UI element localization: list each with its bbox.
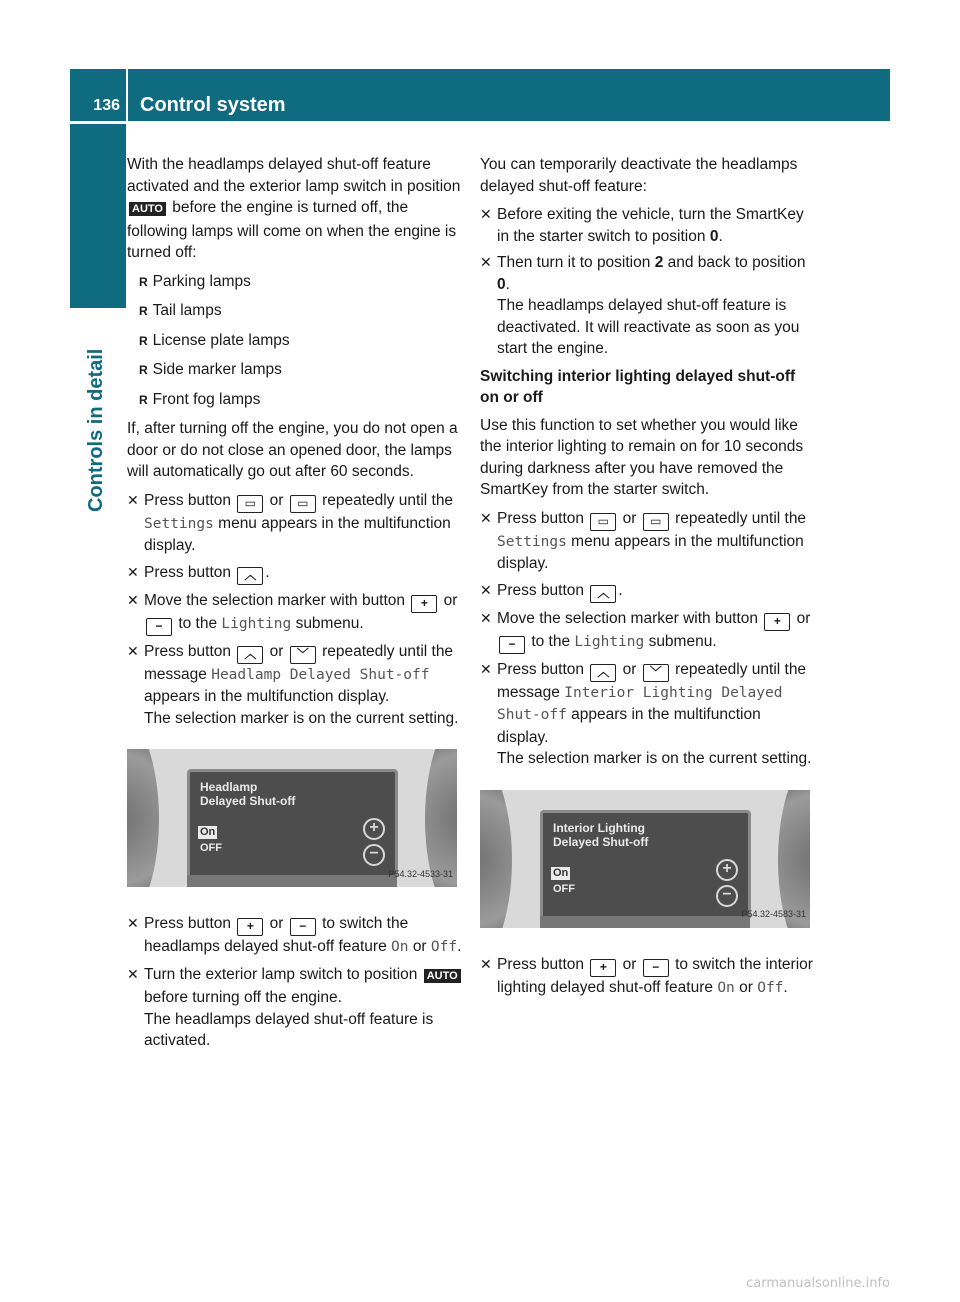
instruction-step: ✕ Then turn it to position 2 and back to position 0. The headlamps delayed shut-off feature is deactivated. It will reactivate as soon as you start the engine. xyxy=(480,254,806,357)
plus-icon: + xyxy=(716,859,738,881)
step-marker-icon: ✕ xyxy=(480,509,492,526)
menu-back-button-icon: ▭ xyxy=(237,495,263,513)
step-marker-icon: ✕ xyxy=(127,915,139,931)
section-heading: Switching interior lighting delayed shut-off on or off xyxy=(480,367,796,406)
list-item: R Front fog lamps xyxy=(139,389,463,412)
instruction-step: ✕ Press button + or − to switch the headlamps delayed shut-off feature On or Off. xyxy=(127,915,462,955)
instruction-step: ✕ Move the selection marker with button + or − to the Lighting submenu. xyxy=(127,590,463,636)
page-number: 136 xyxy=(93,96,120,114)
instruction-step: ✕ Turn the exterior lamp switch to position AUTO before turning off the engine. The headlamps delayed shut-off feature is activated. xyxy=(127,964,463,1052)
step-marker-icon: ✕ xyxy=(480,660,492,677)
plus-button-icon: + xyxy=(764,613,790,631)
minus-button-icon: − xyxy=(290,918,316,936)
menu-back-button-icon: ▭ xyxy=(590,513,616,531)
side-tab xyxy=(70,124,126,308)
step-marker-icon: ✕ xyxy=(480,581,492,598)
gauge-left xyxy=(127,749,159,887)
multifunction-display: Headlamp Delayed Shut-off On OFF + − xyxy=(187,769,398,879)
down-arrow-button-icon: ﹀ xyxy=(643,664,669,682)
display-figure: Interior Lighting Delayed Shut-off On OFF + − P54.32-4583-31 xyxy=(480,790,810,928)
instruction-step: ✕ Press button ▭ or ▭ repeatedly until the Settings menu appears in the multifunction display. xyxy=(480,509,807,572)
up-arrow-button-icon: ︿ xyxy=(590,664,616,682)
intro-paragraph: You can temporarily deactivate the headlamps delayed shut-off feature: xyxy=(480,156,798,195)
instruction-step: ✕ Press button ︿ or ﹀ repeatedly until the message Interior Lighting Delayed Shut-off appears in the multifunction display. The selection marker is on the current setting. xyxy=(480,660,812,767)
step-marker-icon: ✕ xyxy=(127,491,139,508)
up-arrow-button-icon: ︿ xyxy=(237,646,263,664)
page-number-box xyxy=(70,69,126,121)
header-bar xyxy=(128,69,890,121)
plus-icon: + xyxy=(363,818,385,840)
page-title: Control system xyxy=(140,93,286,116)
step-marker-icon: ✕ xyxy=(480,955,492,972)
section-label: Controls in detail xyxy=(85,348,107,512)
step-marker-icon: ✕ xyxy=(480,254,492,270)
plus-button-icon: + xyxy=(411,595,437,613)
auto-switch-icon: AUTO xyxy=(424,969,461,983)
instruction-step: ✕ Press button + or − to switch the interior lighting delayed shut-off feature On or Off. xyxy=(480,955,813,996)
display-figure: Headlamp Delayed Shut-off On OFF + − P54.32-4533-31 xyxy=(127,749,457,887)
list-item: R Parking lamps xyxy=(139,271,463,294)
step-marker-icon: ✕ xyxy=(480,609,492,626)
up-arrow-button-icon: ︿ xyxy=(590,585,616,603)
left-column xyxy=(127,154,463,1057)
watermark: carmanualsonline.info xyxy=(746,1275,890,1291)
step-marker-icon: ✕ xyxy=(127,591,139,608)
intro-paragraph: With the headlamps delayed shut-off feature activated and the exterior lamp switch in position AUTO before the engine is turned off, the following lamps will come on when the engine is turned off: xyxy=(127,156,461,261)
instruction-step: ✕ Press button ︿ . xyxy=(127,562,463,585)
gauge-left xyxy=(480,790,512,928)
instruction-step: ✕ Press button ︿ or ﹀ repeatedly until the message Headlamp Delayed Shut-off appears in the multifunction display. The selection marker is on the current setting. xyxy=(127,642,459,727)
list-item: R Side marker lamps xyxy=(139,359,463,382)
step-marker-icon: ✕ xyxy=(480,206,492,222)
step-marker-icon: ✕ xyxy=(127,563,139,580)
step-marker-icon: ✕ xyxy=(127,965,139,982)
minus-icon: − xyxy=(363,844,385,866)
up-arrow-button-icon: ︿ xyxy=(237,567,263,585)
menu-forward-button-icon: ▭ xyxy=(643,513,669,531)
list-item: R Tail lamps xyxy=(139,300,463,323)
note-paragraph: If, after turning off the engine, you do not open a door or do not close an opened door, the lamps will automatically go out after 60 seconds. xyxy=(127,420,458,480)
instruction-step: ✕ Move the selection marker with button + or − to the Lighting submenu. xyxy=(480,608,816,654)
down-arrow-button-icon: ﹀ xyxy=(290,646,316,664)
minus-button-icon: − xyxy=(499,636,525,654)
instruction-step: ✕ Press button ▭ or ▭ repeatedly until the Settings menu appears in the multifunction display. xyxy=(127,491,454,554)
plus-button-icon: + xyxy=(237,918,263,936)
minus-icon: − xyxy=(716,885,738,907)
auto-switch-icon: AUTO xyxy=(129,202,166,216)
minus-button-icon: − xyxy=(146,618,172,636)
instruction-step: ✕ Before exiting the vehicle, turn the SmartKey in the starter switch to position 0. xyxy=(480,206,804,245)
list-item: R License plate lamps xyxy=(139,330,463,353)
step-marker-icon: ✕ xyxy=(127,642,139,659)
instruction-step: ✕ Press button ︿ . xyxy=(480,580,816,603)
plus-button-icon: + xyxy=(590,959,616,977)
multifunction-display: Interior Lighting Delayed Shut-off On OFF + − xyxy=(540,810,751,920)
minus-button-icon: − xyxy=(643,959,669,977)
right-column xyxy=(480,154,816,1004)
description-paragraph: Use this function to set whether you would like the interior lighting to remain on for 10 seconds during darkness after you have removed the SmartKey from the starter switch. xyxy=(480,416,804,498)
menu-forward-button-icon: ▭ xyxy=(290,495,316,513)
